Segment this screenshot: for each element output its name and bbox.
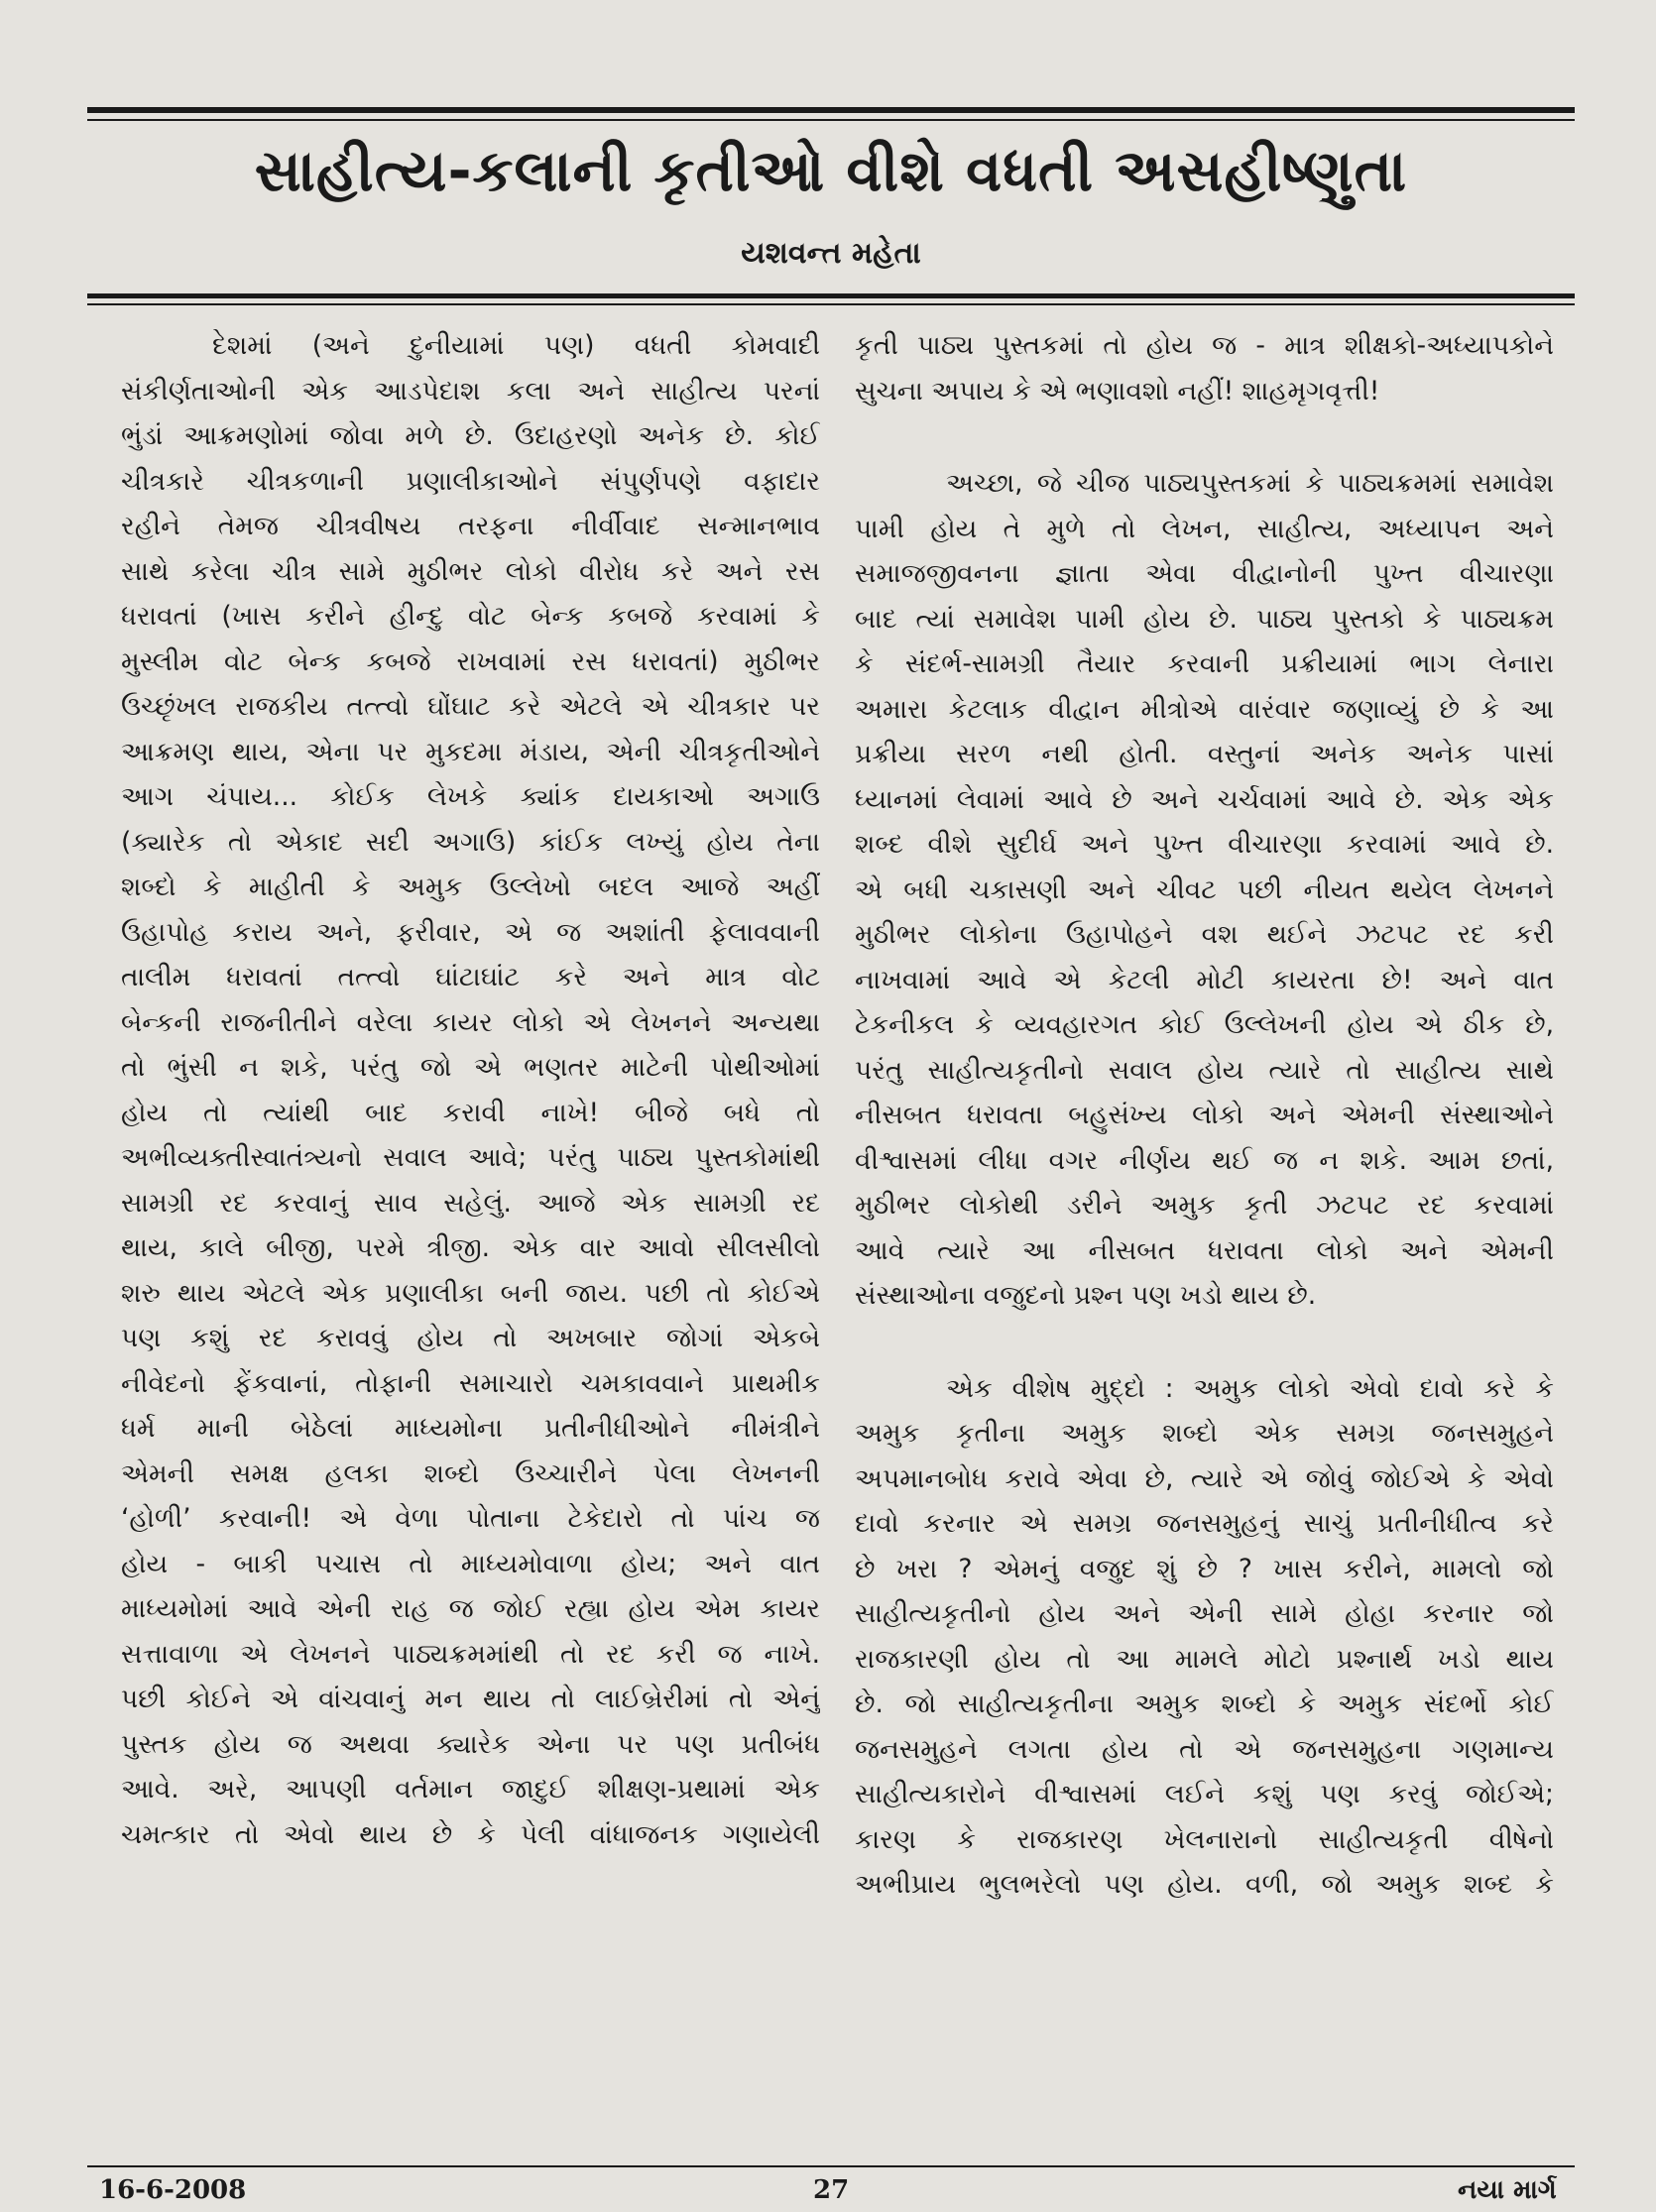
text-line: કારણ કે રાજકારણ ખેલનારાનો સાહીત્યકૃતી વીષેનો [855,1823,1554,1855]
text-line: રહીને તેમજ ચીત્રવીષય તરફના નીર્વીવાદ સન્માનભાવ [121,511,820,541]
text-line: સમાજજીવનના જ્ઞાતા એવા વીદ્વાનોની પુખ્ત વીચારણા [855,558,1554,589]
text-line: આક્રમણ થાય, એના પર મુકદમા મંડાય, એની ચીત્રકૃતીઓને [121,736,820,767]
text-line: મુઠીભર લોકોથી ડરીને અમુક કૃતી ઝટપટ રદ કરવામાં [855,1190,1554,1221]
text-line: ધર્મ માની બેઠેલાં માધ્યમોના પ્રતીનીધીઓને નીમંત્રીને [121,1413,820,1444]
text-line: સુચના અપાય કે એ ભણાવશો નહીં! શાહમૃગવૃત્તી! [855,375,1380,407]
text-line: દેશમાં (અને દુનીયામાં પણ) વધતી કોમવાદી [212,330,820,361]
text-line: આવે. અરે, આપણી વર્તમાન જાદુઈ શીક્ષણ-પ્રથામાં એક [121,1774,820,1805]
text-line: ચમત્કાર તો એવો થાય છે કે પેલી વાંધાજનક ગણાયેલી [121,1818,820,1850]
text-line: સાહીત્યકૃતીનો હોય અને એની સામે હોહા કરનાર જો [855,1598,1554,1629]
text-line: ઉહાપોહ કરાય અને, ફરીવાર, એ જ અશાંતી ફેલાવવાની [121,916,820,948]
text-line: મુઠીભર લોકોના ઉહાપોહને વશ થઈને ઝટપટ રદ કરી [855,919,1554,950]
footer-date: 16-6-2008 [99,2175,247,2205]
text-line: શબ્દો કે માહીતી કે અમુક ઉલ્લેખો બદલ આજે અહીં [121,872,820,902]
text-line: કૃતી પાઠ્ય પુસ્તકમાં તો હોય જ - માત્ર શીક્ષકો-અધ્યાપકોને [855,330,1554,361]
text-line: પામી હોય તે મુળે તો લેખન, સાહીત્ય, અધ્યાપન અને [855,513,1554,544]
article-title: સાહીત્ય-કલાની કૃતીઓ વીશે વધતી અસહીષ્ણુતા [254,137,1408,204]
text-line: અભીવ્યક્તીસ્વાતંત્ર્યનો સવાલ આવે; પરંતુ પાઠ્ય પુસ્તકોમાંથી [121,1142,820,1173]
text-line: રાજકારણી હોય તો આ મામલે મોટો પ્રશ્નાર્થ ખડો થાય [855,1643,1554,1675]
text-line: દાવો કરનાર એ સમગ્ર જનસમુહનું સાચું પ્રતીનીધીત્વ કરે [855,1508,1554,1539]
text-line: એક વીશેષ મુદ્દો : અમુક લોકો એવો દાવો કરે કે [946,1372,1554,1404]
text-line: અમુક કૃતીના અમુક શબ્દો એક સમગ્ર જનસમુહને [855,1418,1554,1449]
text-line: અભીપ્રાય ભુલભરેલો પણ હોય. વળી, જો અમુક શબ્દ કે [855,1869,1554,1900]
text-line: પ્રક્રીયા સરળ નથી હોતી. વસ્તુનાં અનેક અનેક પાસાં [855,739,1554,769]
text-line: પણ કશું રદ કરાવવું હોય તો અખબાર જોગાં એકબે [121,1323,820,1353]
text-line: કે સંદર્ભ-સામગ્રી તૈયાર કરવાની પ્રક્રીયામાં ભાગ લેનારા [855,648,1554,679]
footer-page-number: 27 [813,2175,850,2205]
text-line: થાય, કાલે બીજી, પરમે ત્રીજી. એક વાર આવો સીલસીલો [121,1232,820,1263]
footer-rule [87,2165,1575,2167]
footer-publication: નયા માર્ગ [1458,2175,1557,2205]
text-line: હોય - બાકી પચાસ તો માધ્યમોવાળા હોય; અને વાત [121,1548,820,1579]
text-line: અપમાનબોધ કરાવે એવા છે, ત્યારે એ જોવું જોઈએ કે એવો [855,1462,1554,1494]
text-line: છે. જો સાહીત્યકૃતીના અમુક શબ્દો કે અમુક સંદર્ભો કોઈ [855,1688,1554,1719]
paragraph [855,1366,1554,1908]
text-line: પુસ્તક હોય જ અથવા ક્યારેક એના પર પણ પ્રતીબંધ [121,1728,820,1760]
text-line: પછી કોઈને એ વાંચવાનું મન થાય તો લાઈબ્રેરીમાં તો એનું [121,1684,820,1714]
text-line: સાથે કરેલા ચીત્ર સામે મુઠીભર લોકો વીરોધ કરે અને રસ [121,555,820,587]
top-rule-thin [87,119,1575,121]
text-line: અમારા કેટલાક વીદ્વાન મીત્રોએ વારંવાર જણાવ્યું છે કે આ [855,693,1554,725]
text-line: સંકીર્ણતાઓની એક આડપેદાશ કલા અને સાહીત્ય પરનાં [121,375,820,407]
text-line: બાદ ત્યાં સમાવેશ પામી હોય છે. પાઠ્ય પુસ્તકો કે પાઠ્યક્રમ [855,603,1554,635]
text-line: નીસબત ધરાવતા બહુસંખ્ય લોકો અને એમની સંસ્થાઓને [855,1100,1554,1130]
text-line: હોય તો ત્યાંથી બાદ કરાવી નાખે! બીજે બધે તો [121,1097,820,1128]
left-column [121,323,820,2078]
text-line: આગ ચંપાય... કોઈક લેખકે ક્યાંક દાયકાઓ અગાઉ [121,781,820,812]
paragraph [855,323,1554,413]
right-column [855,323,1554,2078]
text-line: એમની સમક્ષ હલકા શબ્દો ઉચ્ચારીને પેલા લેખનની [121,1457,820,1489]
text-line: નીવેદનો ફેંકવાનાં, તોફાની સમાચારો ચમકાવવાને પ્રાથમીક [121,1367,820,1399]
paragraph [121,323,820,1857]
text-line: નાખવામાં આવે એ કેટલી મોટી કાયરતા છે! અને વાત [855,964,1554,995]
text-line: ટેકનીકલ કે વ્યવહારગત કોઈ ઉલ્લેખની હોય એ ઠીક છે, [855,1009,1554,1040]
text-line: ચીત્રકારે ચીત્રકળાની પ્રણાલીકાઓને સંપુર્ણપણે વફાદાર [121,465,820,497]
text-line: (ક્યારેક તો એકાદ સદી અગાઉ) કાંઈક લખ્યું હોય તેના [121,826,820,858]
text-line: શબ્દ વીશે સુદીર્ઘ અને પુખ્ત વીચારણા કરવામાં આવે છે. [855,829,1554,860]
header-rule-thin [87,303,1575,305]
text-line: શરુ થાય એટલે એક પ્રણાલીકા બની જાય. પછી તો કોઈએ [121,1277,820,1309]
text-line: સંસ્થાઓના વજુદનો પ્રશ્ન પણ ખડો થાય છે. [855,1280,1317,1311]
text-line: છે ખરા ? એમનું વજુદ શું છે ? ખાસ કરીને, મામલો જો [855,1553,1554,1584]
text-line: સત્તાવાળા એ લેખનને પાઠ્યક્રમમાંથી તો રદ કરી જ નાખે. [121,1638,820,1670]
text-line: તાલીમ ધરાવતાં તત્ત્વો ઘાંટાઘાંટ કરે અને માત્ર વોટ [121,962,820,992]
text-line: ઉચ્છૃંખલ રાજકીય તત્ત્વો ઘોંઘાટ કરે એટલે એ ચીત્રકાર પર [121,691,820,722]
text-line: એ બધી ચકાસણી અને ચીવટ પછી નીયત થયેલ લેખનને [855,873,1554,905]
text-line: ધરાવતાં (ખાસ કરીને હીન્દુ વોટ બેન્ક કબજે કરવામાં કે [121,601,820,632]
text-line: સાહીત્યકારોને વીશ્વાસમાં લઈને કશું પણ કરવું જોઈએ; [855,1779,1554,1809]
text-line: વીશ્વાસમાં લીધા વગર નીર્ણય થઈ જ ન શકે. આમ છતાં, [855,1144,1554,1176]
text-line: બેન્કની રાજનીતીને વરેલા કાયર લોકો એ લેખનને અન્યથા [121,1006,820,1038]
text-line: ‘હોળી’ કરવાની! એ વેળા પોતાના ટેકેદારો તો પાંચ જ [121,1503,820,1534]
top-rule-thick [87,107,1575,113]
text-line: આવે ત્યારે આ નીસબત ધરાવતા લોકો અને એમની [855,1234,1554,1266]
text-line: ભુંડાં આક્રમણોમાં જોવા મળે છે. ઉદાહરણો અનેક છે. કોઈ [121,420,820,451]
text-line: મુસ્લીમ વોટ બેન્ક કબજે રાખવામાં રસ ધરાવતાં) મુઠીભર [121,645,820,677]
paragraph [855,461,1554,1319]
header-rule-thick [87,293,1575,298]
text-line: અચ્છા, જે ચીજ પાઠ્યપુસ્તકમાં કે પાઠ્યક્રમમાં સમાવેશ [946,468,1554,499]
text-line: ધ્યાનમાં લેવામાં આવે છે અને ચર્ચવામાં આવે છે. એક એક [855,783,1554,815]
text-line: તો ભુંસી ન શકે, પરંતુ જો એ ભણતર માટેની પોથીઓમાં [121,1052,820,1083]
text-line: માધ્યમોમાં આવે એની રાહ જ જોઈ રહ્યા હોય એમ કાયર [121,1593,820,1624]
article-author: યશવન્ત મહેતા [741,236,921,271]
text-line: જનસમુહને લગતા હોય તો એ જનસમુહના ગણમાન્ય [855,1733,1554,1765]
text-line: પરંતુ સાહીત્યકૃતીનો સવાલ હોય ત્યારે તો સાહીત્ય સાથે [855,1054,1554,1086]
text-line: સામગ્રી રદ કરવાનું સાવ સહેલું. આજે એક સામગ્રી રદ [121,1187,820,1219]
